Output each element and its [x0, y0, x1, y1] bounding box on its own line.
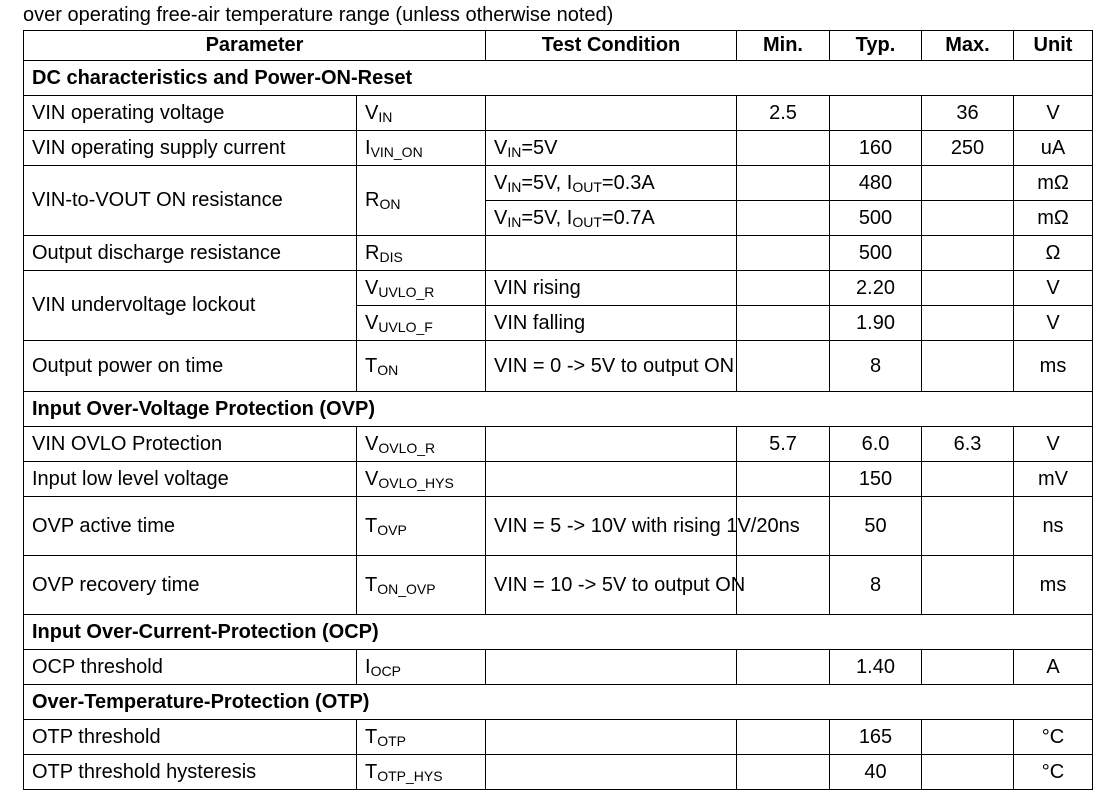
table-row	[24, 166, 1093, 201]
max-cell	[922, 306, 1014, 341]
min-cell	[737, 755, 830, 790]
unit-cell: mΩ	[1014, 166, 1093, 201]
condition-cell: VIN = 0 -> 5V to output ON	[486, 341, 737, 392]
typ-cell: 500	[830, 201, 922, 236]
condition-cell	[486, 236, 737, 271]
condition-cell: VIN = 5 -> 10V with rising 1V/20ns	[486, 497, 737, 556]
section-row	[24, 61, 1093, 96]
unit-cell: ns	[1014, 497, 1093, 556]
min-cell	[737, 306, 830, 341]
condition-cell: $V_{IN}=5V$, $I_{OUT}=0.7A$	[486, 201, 737, 236]
symbol-cell: $T_{ON}$	[357, 341, 486, 392]
param-cell: VIN operating supply current	[24, 131, 357, 166]
param-cell: OVP active time	[24, 497, 357, 556]
param-cell: VIN-to-VOUT ON resistance	[24, 166, 357, 236]
typ-cell: 50	[830, 497, 922, 556]
typ-cell: 500	[830, 236, 922, 271]
param-cell: Output discharge resistance	[24, 236, 357, 271]
max-cell	[922, 556, 1014, 615]
condition-cell	[486, 427, 737, 462]
param-cell: VIN OVLO Protection	[24, 427, 357, 462]
table-row	[24, 236, 1093, 271]
section-ovp: Input Over-Voltage Protection (OVP)	[24, 392, 1093, 427]
unit-cell: V	[1014, 427, 1093, 462]
max-cell	[922, 236, 1014, 271]
table-row	[24, 755, 1093, 790]
min-cell	[737, 201, 830, 236]
table-row	[24, 341, 1093, 392]
typ-cell: 150	[830, 462, 922, 497]
header-row	[24, 31, 1093, 61]
condition-cell: VIN falling	[486, 306, 737, 341]
typ-cell: 8	[830, 556, 922, 615]
param-cell: Input low level voltage	[24, 462, 357, 497]
unit-cell: Ω	[1014, 236, 1093, 271]
min-cell	[737, 720, 830, 755]
header-unit: Unit	[1014, 31, 1093, 61]
typ-cell: 1.90	[830, 306, 922, 341]
min-cell	[737, 131, 830, 166]
unit-cell: V	[1014, 306, 1093, 341]
min-cell	[737, 166, 830, 201]
unit-cell: uA	[1014, 131, 1093, 166]
symbol-cell: $V_{UVLO\_R}$	[357, 271, 486, 306]
section-row	[24, 392, 1093, 427]
typ-cell: 1.40	[830, 650, 922, 685]
max-cell	[922, 650, 1014, 685]
typ-cell: 8	[830, 341, 922, 392]
spec-table	[23, 30, 1093, 790]
max-cell: 36	[922, 96, 1014, 131]
table-row	[24, 497, 1093, 556]
symbol-cell: $V_{IN}$	[357, 96, 486, 131]
header-typ: Typ.	[830, 31, 922, 61]
header-min: Min.	[737, 31, 830, 61]
max-cell	[922, 720, 1014, 755]
header-test-condition: Test Condition	[486, 31, 737, 61]
table-caption: over operating free-air temperature range (unless otherwise noted)	[23, 4, 614, 26]
min-cell	[737, 462, 830, 497]
unit-cell: mV	[1014, 462, 1093, 497]
symbol-cell: $V_{OVLO\_HYS}$	[357, 462, 486, 497]
symbol-cell: $V_{OVLO\_R}$	[357, 427, 486, 462]
typ-cell: 40	[830, 755, 922, 790]
section-dc: DC characteristics and Power-ON-Reset	[24, 61, 1093, 96]
unit-cell: A	[1014, 650, 1093, 685]
typ-cell: 160	[830, 131, 922, 166]
symbol-cell: $T_{OTP\_HYS}$	[357, 755, 486, 790]
max-cell	[922, 497, 1014, 556]
section-row	[24, 615, 1093, 650]
typ-cell: 480	[830, 166, 922, 201]
condition-cell	[486, 720, 737, 755]
unit-cell: ms	[1014, 341, 1093, 392]
section-ocp: Input Over-Current-Protection (OCP)	[24, 615, 1093, 650]
param-cell: VIN undervoltage lockout	[24, 271, 357, 341]
condition-cell	[486, 650, 737, 685]
condition-cell	[486, 755, 737, 790]
table-row	[24, 427, 1093, 462]
table-row	[24, 650, 1093, 685]
param-cell: OCP threshold	[24, 650, 357, 685]
param-cell: OTP threshold hysteresis	[24, 755, 357, 790]
condition-cell: $V_{IN}=5V$, $I_{OUT}=0.3A$	[486, 166, 737, 201]
max-cell	[922, 201, 1014, 236]
condition-cell: VIN = 10 -> 5V to output ON	[486, 556, 737, 615]
symbol-cell: $I_{VIN\_ON}$	[357, 131, 486, 166]
section-otp: Over-Temperature-Protection (OTP)	[24, 685, 1093, 720]
table-row	[24, 556, 1093, 615]
unit-cell: °C	[1014, 720, 1093, 755]
table-row	[24, 131, 1093, 166]
unit-cell: mΩ	[1014, 201, 1093, 236]
symbol-cell: $I_{OCP}$	[357, 650, 486, 685]
min-cell	[737, 341, 830, 392]
max-cell	[922, 166, 1014, 201]
condition-cell	[486, 462, 737, 497]
condition-cell: $V_{IN}=5V$	[486, 131, 737, 166]
symbol-cell: $R_{ON}$	[357, 166, 486, 236]
min-cell	[737, 556, 830, 615]
param-cell: Output power on time	[24, 341, 357, 392]
typ-cell	[830, 96, 922, 131]
min-cell: 2.5	[737, 96, 830, 131]
min-cell: 5.7	[737, 427, 830, 462]
symbol-cell: $T_{ON\_OVP}$	[357, 556, 486, 615]
table-row	[24, 271, 1093, 306]
header-max: Max.	[922, 31, 1014, 61]
unit-cell: ms	[1014, 556, 1093, 615]
section-row	[24, 685, 1093, 720]
max-cell: 250	[922, 131, 1014, 166]
table-row	[24, 96, 1093, 131]
header-parameter: Parameter	[24, 31, 486, 61]
table-row	[24, 720, 1093, 755]
param-cell: OTP threshold	[24, 720, 357, 755]
max-cell	[922, 341, 1014, 392]
typ-cell: 6.0	[830, 427, 922, 462]
min-cell	[737, 236, 830, 271]
param-cell: OVP recovery time	[24, 556, 357, 615]
table-row	[24, 462, 1093, 497]
max-cell	[922, 462, 1014, 497]
unit-cell: V	[1014, 96, 1093, 131]
condition-cell: VIN rising	[486, 271, 737, 306]
param-cell: VIN operating voltage	[24, 96, 357, 131]
symbol-cell: $T_{OTP}$	[357, 720, 486, 755]
min-cell	[737, 650, 830, 685]
condition-cell	[486, 96, 737, 131]
typ-cell: 2.20	[830, 271, 922, 306]
min-cell	[737, 271, 830, 306]
symbol-cell: $V_{UVLO\_F}$	[357, 306, 486, 341]
symbol-cell: $T_{OVP}$	[357, 497, 486, 556]
typ-cell: 165	[830, 720, 922, 755]
unit-cell: V	[1014, 271, 1093, 306]
unit-cell: °C	[1014, 755, 1093, 790]
symbol-cell: $R_{DIS}$	[357, 236, 486, 271]
max-cell	[922, 755, 1014, 790]
max-cell	[922, 271, 1014, 306]
max-cell: 6.3	[922, 427, 1014, 462]
